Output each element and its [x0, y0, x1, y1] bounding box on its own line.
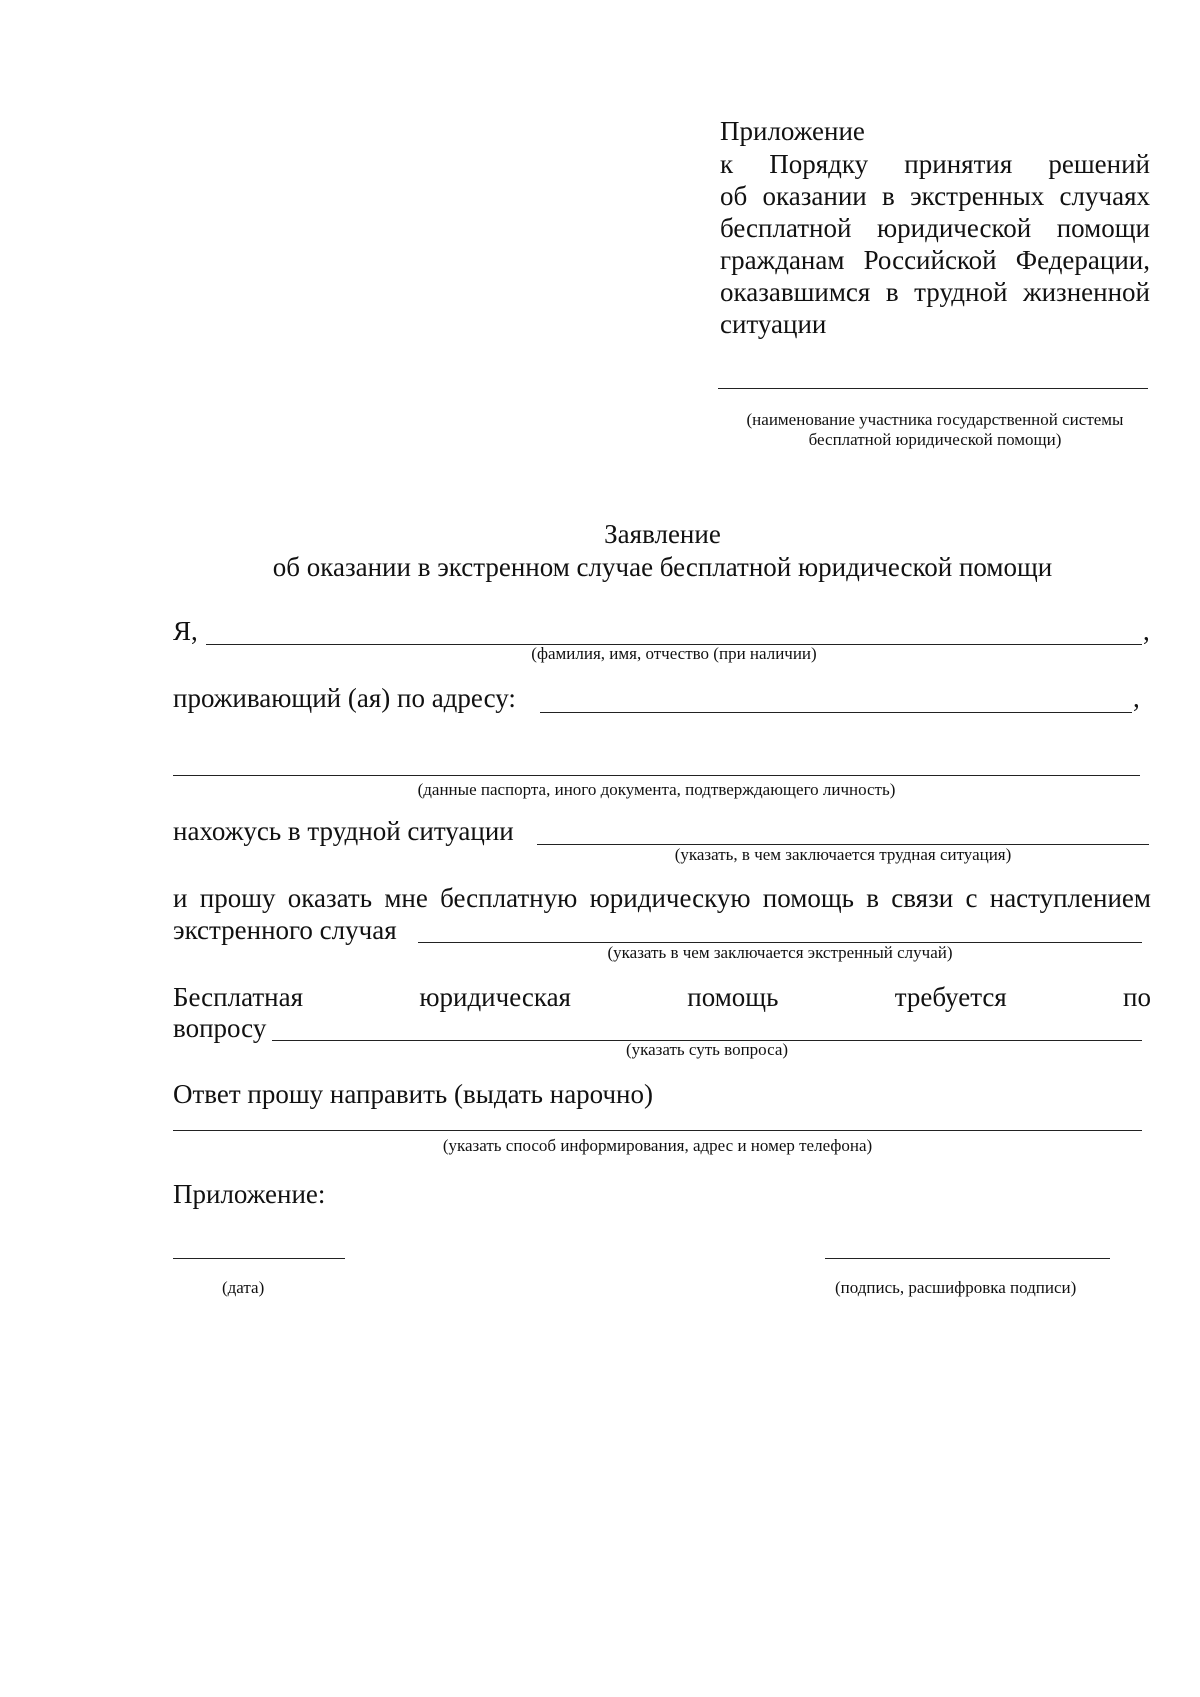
- address-field[interactable]: [540, 680, 1132, 713]
- passport-hint: (данные паспорта, иного документа, подтверждающего личность): [417, 780, 896, 799]
- appendix-line: об оказании в экстренных случаях: [720, 181, 1150, 211]
- answer-hint: (указать способ информирования, адрес и номер телефона): [442, 1136, 873, 1155]
- situation-hint: (указать, в чем заключается трудная ситуация): [674, 845, 1012, 864]
- emergency-field[interactable]: [418, 912, 1142, 943]
- signature-field[interactable]: [825, 1240, 1110, 1259]
- appendix-text: [720, 148, 1150, 340]
- document-title: Заявление: [604, 519, 721, 549]
- question-label: вопросу: [173, 1013, 267, 1043]
- recipient-field[interactable]: [718, 388, 1148, 389]
- signature-hint: (подпись, расшифровка подписи): [835, 1278, 1077, 1297]
- attachment-label: Приложение:: [173, 1179, 326, 1209]
- question-field[interactable]: [272, 1010, 1142, 1041]
- name-field[interactable]: [206, 612, 1142, 645]
- answer-label: Ответ прошу направить (выдать нарочно): [173, 1079, 654, 1109]
- situation-label: нахожусь в трудной ситуации: [173, 816, 514, 846]
- situation-field[interactable]: [537, 812, 1149, 845]
- document-subtitle: об оказании в экстренном случае бесплатной юридической помощи: [272, 552, 1053, 582]
- appendix-line: к Порядку принятия решений: [720, 149, 1150, 179]
- appendix-line: бесплатной юридической помощи: [720, 213, 1150, 243]
- address-label: проживающий (ая) по адресу:: [173, 683, 516, 713]
- recipient-hint-line: (наименование участника государственной системы: [746, 410, 1124, 429]
- answer-field[interactable]: [173, 1110, 1142, 1131]
- name-prefix: Я,: [173, 616, 198, 646]
- emergency-label: экстренного случая: [173, 915, 397, 945]
- passport-field[interactable]: [173, 745, 1140, 776]
- recipient-hint-line: бесплатной юридической помощи): [808, 430, 1062, 449]
- appendix-line: гражданам Российской Федерации,: [720, 245, 1150, 275]
- emergency-hint: (указать в чем заключается экстренный случай): [607, 943, 953, 962]
- appendix-title: Приложение: [720, 116, 865, 146]
- name-hint: (фамилия, имя, отчество (при наличии): [531, 644, 817, 663]
- recipient-hint: [700, 410, 1170, 450]
- address-suffix: ,: [1133, 683, 1140, 713]
- date-field[interactable]: [173, 1240, 345, 1259]
- question-hint: (указать суть вопроса): [625, 1040, 789, 1059]
- question-line: Бесплатная юридическая помощь требуется по: [173, 982, 1151, 1012]
- date-hint: (дата): [222, 1278, 265, 1297]
- appendix-line: ситуации: [720, 309, 827, 339]
- request-line: и прошу оказать мне бесплатную юридическую помощь в связи с наступлением: [173, 883, 1151, 913]
- appendix-line: оказавшимся в трудной жизненной: [720, 277, 1150, 307]
- name-suffix: ,: [1143, 616, 1150, 646]
